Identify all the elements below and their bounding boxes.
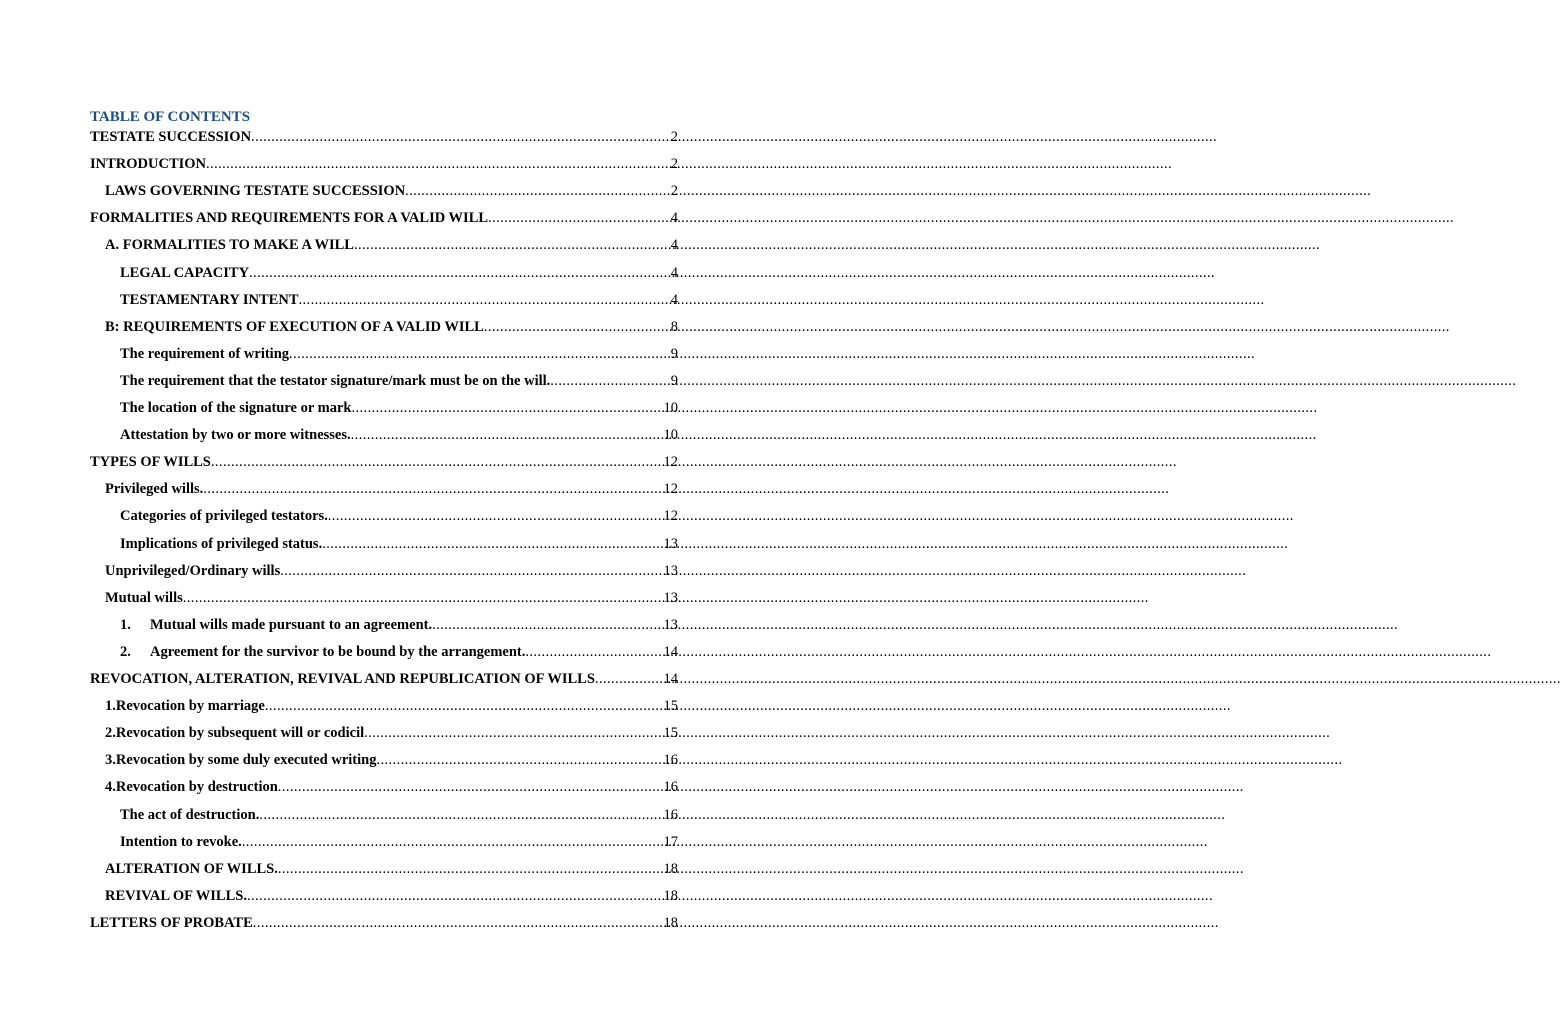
toc-page-number: 15: [663, 698, 678, 715]
toc-entry-title: Mutual wills: [105, 589, 183, 606]
toc-entry-title: Agreement for the survivor to be bound by the arrangement.: [150, 643, 526, 660]
toc-entry[interactable]: [90, 128, 678, 146]
toc-entry-title: A. FORMALITIES TO MAKE A WILL: [105, 237, 354, 254]
toc-page-number: 13: [663, 562, 678, 579]
toc-entry-title: TYPES OF WILLS: [90, 454, 211, 471]
toc-entry-title: Categories of privileged testators.: [120, 508, 328, 525]
toc-entry[interactable]: [105, 480, 678, 498]
toc-entry-title: The location of the signature or mark: [120, 400, 352, 416]
toc-entry[interactable]: [105, 778, 678, 796]
toc-entry[interactable]: [90, 155, 678, 173]
toc-page-number: 10: [663, 427, 678, 444]
toc-dot-leader: [322, 535, 663, 553]
toc-entry[interactable]: [90, 453, 678, 471]
toc-entry-title: 4.Revocation by destruction: [105, 779, 278, 796]
toc-dot-leader: [251, 128, 671, 146]
toc-dot-leader: [432, 616, 663, 634]
toc-entry-title: REVIVAL OF WILLS.: [105, 887, 247, 904]
toc-entry[interactable]: [105, 860, 678, 878]
toc-entry-title: The requirement that the testator signature/mark must be on the will.: [120, 372, 551, 389]
toc-dot-leader: [354, 236, 671, 254]
toc-dot-leader: [259, 806, 663, 824]
toc-entry[interactable]: [105, 182, 678, 200]
document-page: [0, 0, 768, 1024]
toc-entry[interactable]: [120, 345, 678, 363]
toc-dot-leader: [280, 562, 663, 580]
toc-page-number: 12: [663, 454, 678, 471]
toc-entry-number: 2.: [120, 643, 131, 660]
toc-dot-leader: [278, 778, 664, 796]
toc-entry-title: 2.Revocation by subsequent will or codicil: [105, 725, 365, 742]
toc-dot-leader: [211, 453, 664, 471]
toc-page-number: 13: [663, 616, 678, 633]
toc-entry[interactable]: [105, 236, 678, 254]
toc-page-number: 2: [670, 183, 678, 200]
toc-entry-title: Implications of privileged status.: [120, 535, 323, 552]
toc-entry[interactable]: [120, 291, 678, 309]
toc-page-number: 2: [670, 129, 678, 145]
toc-dot-leader: [328, 507, 664, 525]
toc-page-number: 14: [663, 671, 678, 687]
toc-dot-leader: [183, 589, 664, 607]
toc-dot-leader: [364, 724, 663, 742]
toc-entry-title: ALTERATION OF WILLS.: [105, 860, 278, 877]
toc-entry[interactable]: [105, 589, 678, 607]
toc-page-number: 16: [663, 779, 678, 796]
toc-dot-leader: [247, 887, 664, 905]
toc-entry[interactable]: [105, 724, 678, 742]
toc-page-number: 9: [670, 372, 678, 389]
toc-entry-title: Mutual wills made pursuant to an agreement.: [150, 616, 433, 633]
toc-entry[interactable]: [120, 264, 678, 282]
toc-page-number: 9: [670, 345, 678, 362]
toc-dot-leader: [550, 372, 670, 390]
toc-entry-title: Privileged wills.: [105, 481, 204, 498]
toc-page-number: 17: [663, 833, 678, 850]
toc-dot-leader: [203, 480, 663, 498]
toc-entry-title: 3.Revocation by some duly executed writing: [105, 752, 377, 769]
toc-entry-title: Unprivileged/Ordinary wills: [105, 562, 281, 579]
toc-heading: TABLE OF CONTENTS: [90, 109, 251, 125]
toc-dot-leader: [289, 345, 671, 363]
toc-entry-title: INTRODUCTION: [90, 156, 207, 173]
toc-dot-leader: [242, 833, 664, 851]
toc-entry[interactable]: [105, 562, 678, 580]
toc-entry-title: The requirement of writing: [120, 345, 290, 362]
toc-page-number: 4: [670, 291, 678, 308]
toc-entry[interactable]: [90, 670, 678, 688]
toc-dot-leader: [351, 399, 663, 417]
toc-page-number: 13: [663, 589, 678, 606]
toc-entry[interactable]: [120, 426, 678, 444]
toc-entry-title: Attestation by two or more witnesses.: [120, 427, 351, 444]
toc-entry-title: B: REQUIREMENTS OF EXECUTION OF A VALID WILL: [105, 318, 484, 335]
toc-page-number: 14: [663, 643, 678, 660]
toc-entry[interactable]: [120, 806, 678, 824]
toc-entry[interactable]: [105, 697, 678, 715]
toc-page-number: 8: [670, 318, 678, 335]
toc-page-number: 4: [670, 264, 678, 281]
toc-entry[interactable]: [120, 643, 678, 661]
toc-page-number: 4: [670, 237, 678, 254]
toc-entry[interactable]: [120, 372, 678, 390]
toc-dot-leader: [206, 155, 671, 173]
toc-entry-title: REVOCATION, ALTERATION, REVIVAL AND REPUBLICATION OF WILLS: [90, 671, 595, 687]
toc-entry-title: FORMALITIES AND REQUIREMENTS FOR A VALID WILL: [90, 210, 489, 227]
toc-page-number: 16: [663, 752, 678, 769]
toc-page-number: 18: [663, 887, 678, 904]
toc-page-number: 10: [663, 400, 678, 416]
toc-page-number: 15: [663, 725, 678, 742]
toc-entry-title: The act of destruction.: [120, 806, 260, 823]
toc-entry-title: LETTERS OF PROBATE: [90, 914, 253, 931]
toc-entry-title: Intention to revoke.: [120, 833, 242, 850]
toc-entry-title: LEGAL CAPACITY: [120, 264, 250, 281]
toc-entry[interactable]: [120, 507, 678, 525]
toc-page-number: 16: [663, 806, 678, 823]
toc-dot-leader: [484, 318, 671, 336]
toc-page-number: 12: [663, 508, 678, 525]
toc-entry-title: LAWS GOVERNING TESTATE SUCCESSION: [105, 183, 406, 200]
toc-dot-leader: [351, 426, 664, 444]
toc-dot-leader: [253, 914, 664, 932]
toc-entry[interactable]: [105, 887, 678, 905]
toc-page-number: 2: [670, 156, 678, 173]
toc-dot-leader: [488, 209, 671, 227]
toc-page-number: 13: [663, 535, 678, 552]
toc-entry-title: TESTATE SUCCESSION: [90, 129, 252, 145]
toc-entry-title: 1.Revocation by marriage: [105, 698, 265, 715]
toc-entry[interactable]: [90, 209, 678, 227]
toc-entry[interactable]: [120, 535, 678, 553]
toc-page-number: 12: [663, 481, 678, 498]
toc-entry[interactable]: [120, 833, 678, 851]
toc-dot-leader: [299, 291, 671, 309]
toc-entry[interactable]: [120, 616, 678, 634]
toc-entry-number: 1.: [120, 616, 131, 633]
toc-dot-leader: [376, 751, 663, 769]
toc-dot-leader: [278, 860, 664, 878]
toc-page-number: 18: [663, 860, 678, 877]
toc-dot-leader: [249, 264, 671, 282]
toc-entry[interactable]: [90, 914, 678, 932]
toc-entry[interactable]: [105, 751, 678, 769]
toc-dot-leader: [525, 643, 663, 661]
toc-entry[interactable]: [120, 399, 678, 417]
toc-page-number: 18: [663, 914, 678, 931]
toc-dot-leader: [405, 182, 671, 200]
toc-page-number: 4: [670, 210, 678, 227]
toc-dot-leader: [265, 697, 664, 715]
toc-dot-leader: [595, 670, 664, 688]
toc-entry[interactable]: [105, 318, 678, 336]
toc-entry-title: TESTAMENTARY INTENT: [120, 291, 299, 308]
